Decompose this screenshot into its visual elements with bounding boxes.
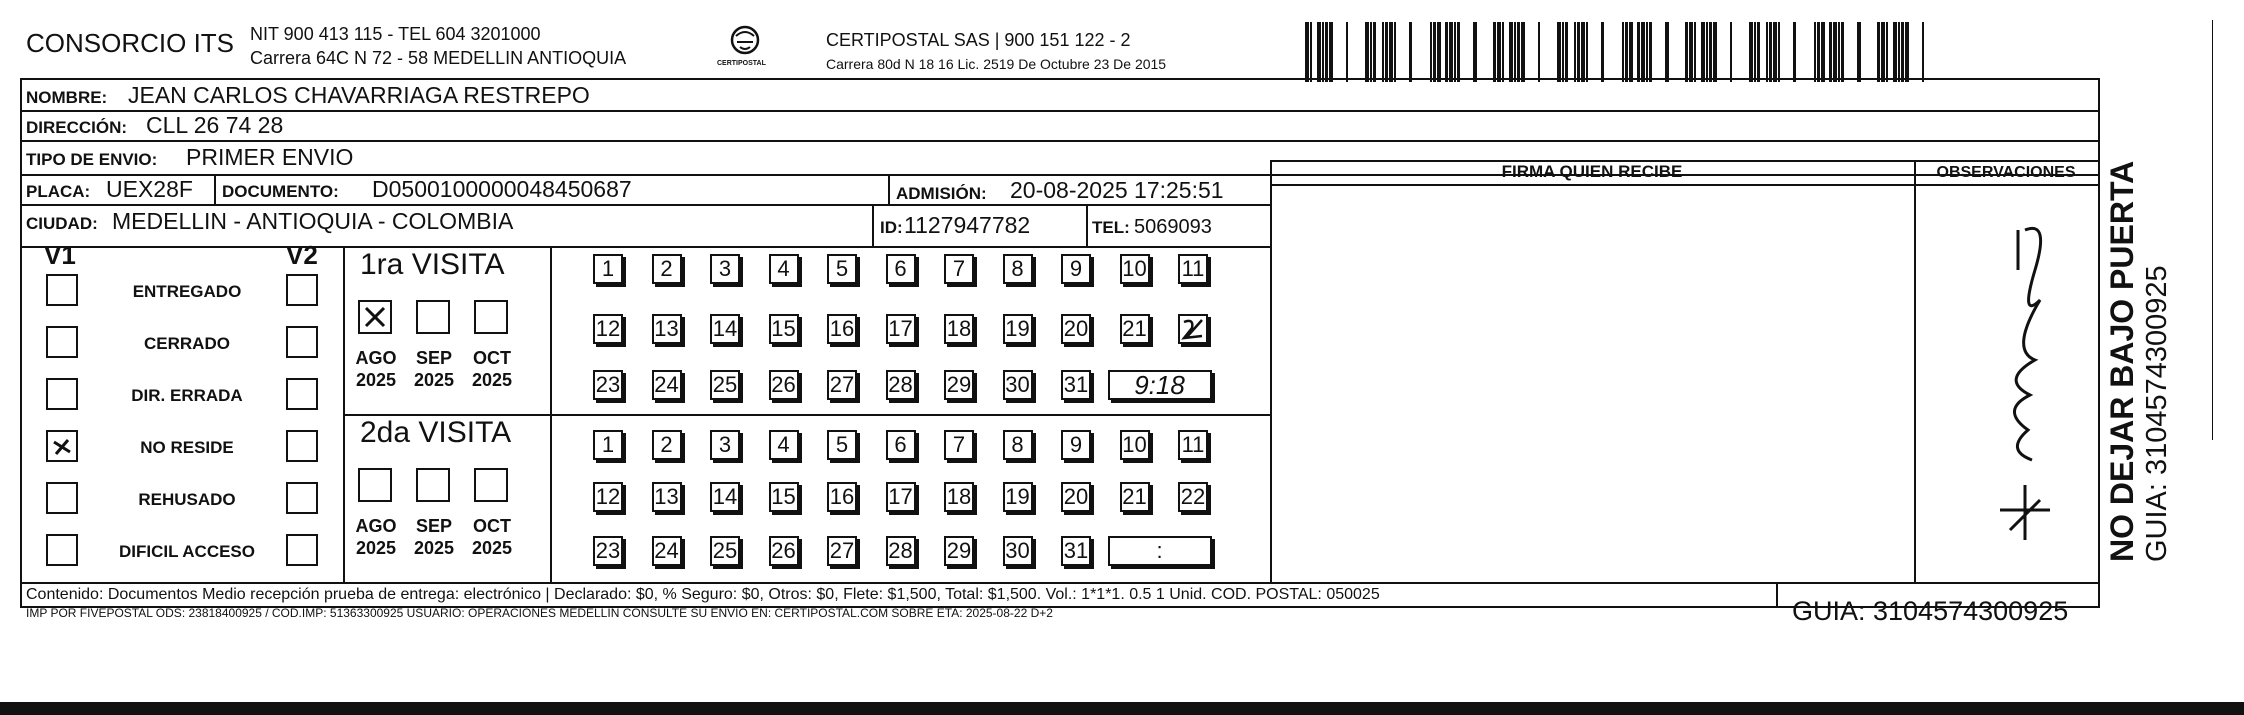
month-checkbox[interactable] xyxy=(358,300,392,334)
month-label: SEP xyxy=(415,348,453,368)
day-box[interactable]: 8 xyxy=(1003,430,1033,460)
month-label: AGO xyxy=(355,516,397,536)
side-note xyxy=(2104,161,2174,562)
day-box[interactable]: 23 xyxy=(593,370,623,400)
day-box[interactable]: 9 xyxy=(1061,430,1091,460)
carrier-address: Carrera 80d N 18 16 Lic. 2519 De Octubre 23 De 2015 xyxy=(826,56,1167,72)
no-dejar-bajo-puerta: NO DEJAR BAJO PUERTA xyxy=(2104,160,2140,562)
day-box[interactable]: 16 xyxy=(827,482,857,512)
month-checkbox[interactable] xyxy=(358,468,392,502)
v2-label: V2 xyxy=(286,240,318,270)
day-box[interactable]: 1 xyxy=(593,430,623,460)
day-box[interactable]: 14 xyxy=(710,314,740,344)
nombre-label: NOMBRE: xyxy=(26,88,108,107)
time-box[interactable]: 9:18 xyxy=(1108,370,1212,400)
tipo-envio-label: TIPO DE ENVIO: xyxy=(26,150,158,169)
time-box[interactable]: : xyxy=(1108,536,1212,566)
company-name: CONSORCIO ITS xyxy=(26,28,235,58)
day-box[interactable]: 27 xyxy=(827,536,857,566)
v1-label: V1 xyxy=(44,240,76,270)
carrier-line: CERTIPOSTAL SAS | 900 151 122 - 2 xyxy=(826,30,1131,50)
day-box[interactable]: 15 xyxy=(769,482,799,512)
month-label: OCT xyxy=(473,516,511,536)
day-box[interactable]: 5 xyxy=(827,254,857,284)
day-box[interactable]: 29 xyxy=(944,370,974,400)
id-value: 1127947782 xyxy=(904,212,1031,238)
day-box[interactable]: 26 xyxy=(769,370,799,400)
day-box[interactable]: 10 xyxy=(1120,430,1150,460)
day-box[interactable]: 26 xyxy=(769,536,799,566)
primera-visita-label: 1ra VISITA xyxy=(360,248,505,281)
day-box[interactable]: 31 xyxy=(1061,536,1091,566)
v1-checkbox[interactable] xyxy=(46,534,78,566)
day-box[interactable]: 3 xyxy=(710,254,740,284)
status-label: NO RESIDE xyxy=(140,438,234,457)
day-box[interactable]: 5 xyxy=(827,430,857,460)
scan-edge xyxy=(0,702,2244,715)
day-box[interactable]: 19 xyxy=(1003,314,1033,344)
observaciones-header: OBSERVACIONES xyxy=(1936,164,2076,181)
logo-text: CERTIPOSTAL xyxy=(717,60,766,67)
year-label: 2025 xyxy=(413,538,455,558)
status-label: REHUSADO xyxy=(138,490,236,509)
admision-label: ADMISIÓN: xyxy=(896,184,987,203)
status-label: CERRADO xyxy=(144,334,230,353)
day-box[interactable]: 18 xyxy=(944,482,974,512)
day-box[interactable]: 25 xyxy=(710,536,740,566)
day-box[interactable]: 30 xyxy=(1003,536,1033,566)
month-label: OCT xyxy=(473,348,511,368)
day-box[interactable]: 20 xyxy=(1061,482,1091,512)
company-address: Carrera 64C N 72 - 58 MEDELLIN ANTIOQUIA xyxy=(250,48,627,68)
day-box[interactable]: 1 xyxy=(593,254,623,284)
day-box[interactable]: 28 xyxy=(886,536,916,566)
v1-checkbox[interactable] xyxy=(46,274,78,306)
day-box[interactable]: 24 xyxy=(652,370,682,400)
year-label: 2025 xyxy=(355,370,397,390)
tel-label: TEL: xyxy=(1092,218,1130,237)
firma-header: FIRMA QUIEN RECIBE xyxy=(1501,162,1683,181)
v1-checkbox[interactable] xyxy=(46,326,78,358)
day-box[interactable]: 7 xyxy=(944,254,974,284)
certipostal-logo-icon xyxy=(710,22,780,70)
segunda-visita-label: 2da VISITA xyxy=(360,416,512,449)
year-label: 2025 xyxy=(413,370,455,390)
day-box[interactable]: 18 xyxy=(944,314,974,344)
documento-value: D0500100000048450687 xyxy=(372,176,632,202)
v2-checkbox[interactable] xyxy=(286,430,318,462)
day-box[interactable]: 4 xyxy=(769,430,799,460)
year-label: 2025 xyxy=(355,538,397,558)
day-box[interactable]: 9 xyxy=(1061,254,1091,284)
day-box[interactable]: 25 xyxy=(710,370,740,400)
day-box[interactable]: 10 xyxy=(1120,254,1150,284)
day-box[interactable]: 12 xyxy=(593,482,623,512)
day-box[interactable]: 14 xyxy=(710,482,740,512)
day-box[interactable]: 8 xyxy=(1003,254,1033,284)
day-box[interactable]: 21 xyxy=(1120,482,1150,512)
day-box[interactable]: 31 xyxy=(1061,370,1091,400)
status-label: ENTREGADO xyxy=(132,282,242,301)
day-box[interactable]: 24 xyxy=(652,536,682,566)
day-box[interactable]: 7 xyxy=(944,430,974,460)
day-box[interactable]: 3 xyxy=(710,430,740,460)
day-box[interactable]: 27 xyxy=(827,370,857,400)
side-guia: GUIA: 3104574300925 xyxy=(2141,265,2173,562)
day-box[interactable]: 16 xyxy=(827,314,857,344)
year-label: 2025 xyxy=(471,538,513,558)
day-box[interactable]: 20 xyxy=(1061,314,1091,344)
day-box[interactable]: 17 xyxy=(886,482,916,512)
admision-value: 20-08-2025 17:25:51 xyxy=(1010,177,1224,203)
month-checkbox[interactable] xyxy=(416,468,450,502)
day-box[interactable]: 17 xyxy=(886,314,916,344)
day-box[interactable]: 28 xyxy=(886,370,916,400)
month-label: SEP xyxy=(415,516,453,536)
day-box[interactable]: 30 xyxy=(1003,370,1033,400)
company-nit: NIT 900 413 115 - TEL 604 3201000 xyxy=(250,24,541,44)
imp-text: IMP POR FIVEPOSTAL ODS: 23818400925 / COD.IMP: 51363300925 USUARIO: OPERACIONES MEDELLIN CONSULTE SU ENVIO EN: CERTIPOSTAL.COM SOBRE ETA: 2025-08-22 D+2 xyxy=(26,606,1053,620)
day-box[interactable]: 13 xyxy=(652,314,682,344)
day-box[interactable]: 6 xyxy=(886,254,916,284)
day-box[interactable]: 11 xyxy=(1178,254,1208,284)
month-checkbox[interactable] xyxy=(474,300,508,334)
month-checkbox[interactable] xyxy=(416,300,450,334)
v2-checkbox[interactable] xyxy=(286,326,318,358)
day-box-marked[interactable] xyxy=(1178,314,1208,344)
month-checkbox[interactable] xyxy=(474,468,508,502)
barcode xyxy=(1305,22,1940,84)
placa-value: UEX28F xyxy=(106,176,193,202)
month-label: AGO xyxy=(355,348,397,368)
day-box[interactable]: 19 xyxy=(1003,482,1033,512)
day-box[interactable]: 11 xyxy=(1178,430,1208,460)
status-label: DIFICIL ACCESO xyxy=(118,542,255,561)
id-label: ID: xyxy=(880,218,903,237)
v1-checkbox[interactable] xyxy=(46,378,78,410)
ciudad-value: MEDELLIN - ANTIOQUIA - COLOMBIA xyxy=(112,208,514,234)
day-box[interactable]: 12 xyxy=(593,314,623,344)
day-box[interactable]: 23 xyxy=(593,536,623,566)
day-box[interactable]: 6 xyxy=(886,430,916,460)
day-box[interactable]: 29 xyxy=(944,536,974,566)
documento-label: DOCUMENTO: xyxy=(222,182,339,201)
day-box[interactable]: 15 xyxy=(769,314,799,344)
year-label: 2025 xyxy=(471,370,513,390)
status-label: DIR. ERRADA xyxy=(131,386,243,405)
tipo-envio-value: PRIMER ENVIO xyxy=(186,144,354,170)
contenido-text: Contenido: Documentos Medio recepción prueba de entrega: electrónico | Declarado: $0, % Seguro: $0, Otros: $0, Flete: $1,500, Total: $1,500. Vol.: 1*1*1. 0.5 1 Unid. COD. POSTAL: 050025 xyxy=(26,586,1380,603)
nombre-value: JEAN CARLOS CHAVARRIAGA RESTREPO xyxy=(128,82,590,108)
v2-checkbox[interactable] xyxy=(286,274,318,306)
day-box[interactable]: 2 xyxy=(652,430,682,460)
day-box[interactable]: 2 xyxy=(652,254,682,284)
v2-checkbox[interactable] xyxy=(286,378,318,410)
direccion-value: CLL 26 74 28 xyxy=(146,112,284,138)
day-box[interactable]: 21 xyxy=(1120,314,1150,344)
v1-checkbox[interactable] xyxy=(46,430,78,462)
tel-value: 5069093 xyxy=(1134,216,1212,238)
day-box[interactable]: 4 xyxy=(769,254,799,284)
day-box[interactable]: 22 xyxy=(1178,482,1208,512)
placa-label: PLACA: xyxy=(26,182,91,201)
v2-checkbox[interactable] xyxy=(286,482,318,514)
day-box[interactable]: 13 xyxy=(652,482,682,512)
footer-guia: GUIA: 3104574300925 xyxy=(1792,596,2069,626)
handwritten-signature xyxy=(1980,210,2060,560)
ciudad-label: CIUDAD: xyxy=(26,214,98,233)
v1-checkbox[interactable] xyxy=(46,482,78,514)
direccion-label: DIRECCIÓN: xyxy=(26,118,128,137)
v2-checkbox[interactable] xyxy=(286,534,318,566)
